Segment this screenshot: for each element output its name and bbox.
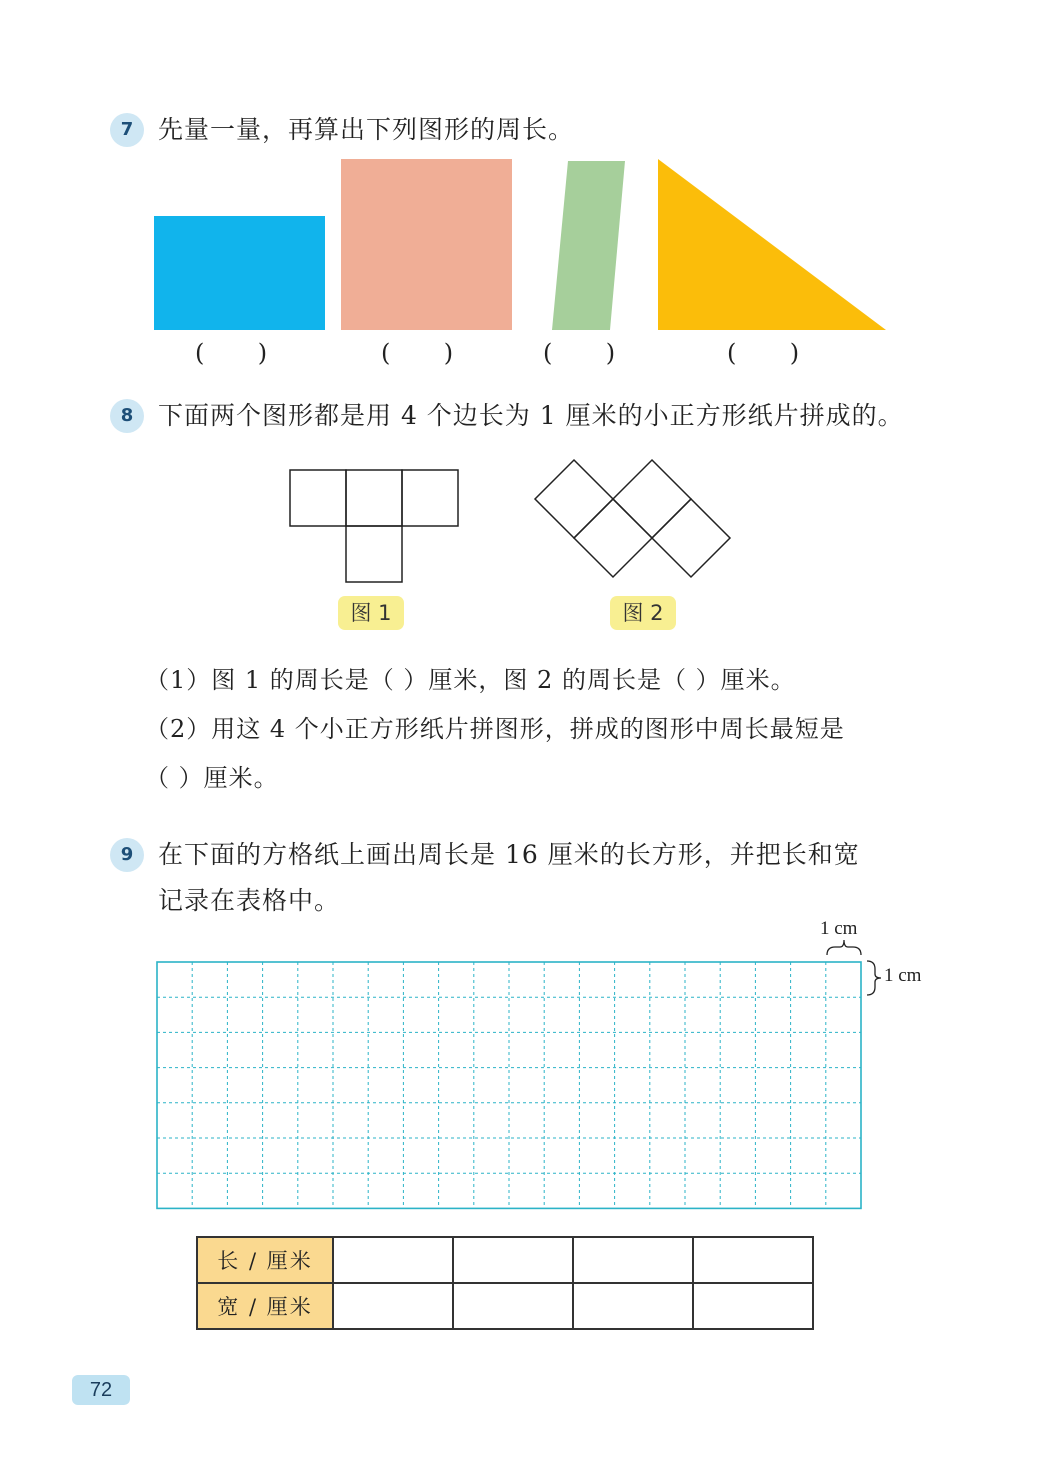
question-7-text: 先量一量，再算出下列图形的周长。 xyxy=(158,115,575,144)
width-cell[interactable] xyxy=(333,1283,453,1329)
width-header: 宽 / 厘米 xyxy=(197,1283,333,1329)
answer-blank-2[interactable]: ( ) xyxy=(381,339,454,367)
green-parallelogram xyxy=(552,161,625,330)
square-grid-paper[interactable] xyxy=(150,955,870,1215)
figure-1-t-shape xyxy=(290,470,458,582)
answer-blank-3[interactable]: ( ) xyxy=(543,339,616,367)
page-number: 72 xyxy=(72,1375,130,1405)
table-row-width xyxy=(197,1283,813,1329)
length-cell[interactable] xyxy=(693,1237,813,1283)
pink-square xyxy=(341,159,512,330)
figure-2-w-shape xyxy=(535,460,730,577)
answer-blank-1[interactable]: ( ) xyxy=(195,339,268,367)
question-9-text-line-1: 在下面的方格纸上画出周长是 16 厘米的长方形，并把长和宽 xyxy=(158,840,860,869)
yellow-triangle xyxy=(658,159,886,330)
unit-label-horizontal: 1 cm xyxy=(820,918,858,939)
width-cell[interactable] xyxy=(573,1283,693,1329)
width-cell[interactable] xyxy=(693,1283,813,1329)
figure-1-label: 图 1 xyxy=(338,596,404,630)
length-width-table xyxy=(196,1236,814,1330)
question-7-shapes xyxy=(0,0,1049,340)
figure-2-label: 图 2 xyxy=(610,596,676,630)
question-8-figures xyxy=(280,455,750,590)
length-cell[interactable] xyxy=(573,1237,693,1283)
question-8-number: 8 xyxy=(110,399,144,433)
question-9-text-line-2: 记录在表格中。 xyxy=(158,886,341,915)
table-row-length xyxy=(197,1237,813,1283)
length-cell[interactable] xyxy=(453,1237,573,1283)
question-7-number: 7 xyxy=(110,113,144,147)
question-8-text: 下面两个图形都是用 4 个边长为 1 厘米的小正方形纸片拼成的。 xyxy=(158,401,904,430)
length-header: 长 / 厘米 xyxy=(197,1237,333,1283)
question-8-part-2-line-2: （ ）厘米。 xyxy=(145,764,279,792)
question-8-part-1: （1）图 1 的周长是（ ）厘米，图 2 的周长是（ ）厘米。 xyxy=(145,666,796,694)
vertical-brace-icon xyxy=(864,960,884,1000)
question-9-number: 9 xyxy=(110,838,144,872)
horizontal-brace-icon xyxy=(826,938,866,958)
blue-rectangle xyxy=(154,216,325,330)
answer-blank-4[interactable]: ( ) xyxy=(727,339,800,367)
width-cell[interactable] xyxy=(453,1283,573,1329)
question-8-part-2-line-1: （2）用这 4 个小正方形纸片拼图形，拼成的图形中周长最短是 xyxy=(145,715,845,743)
length-cell[interactable] xyxy=(333,1237,453,1283)
unit-label-vertical: 1 cm xyxy=(884,965,922,986)
